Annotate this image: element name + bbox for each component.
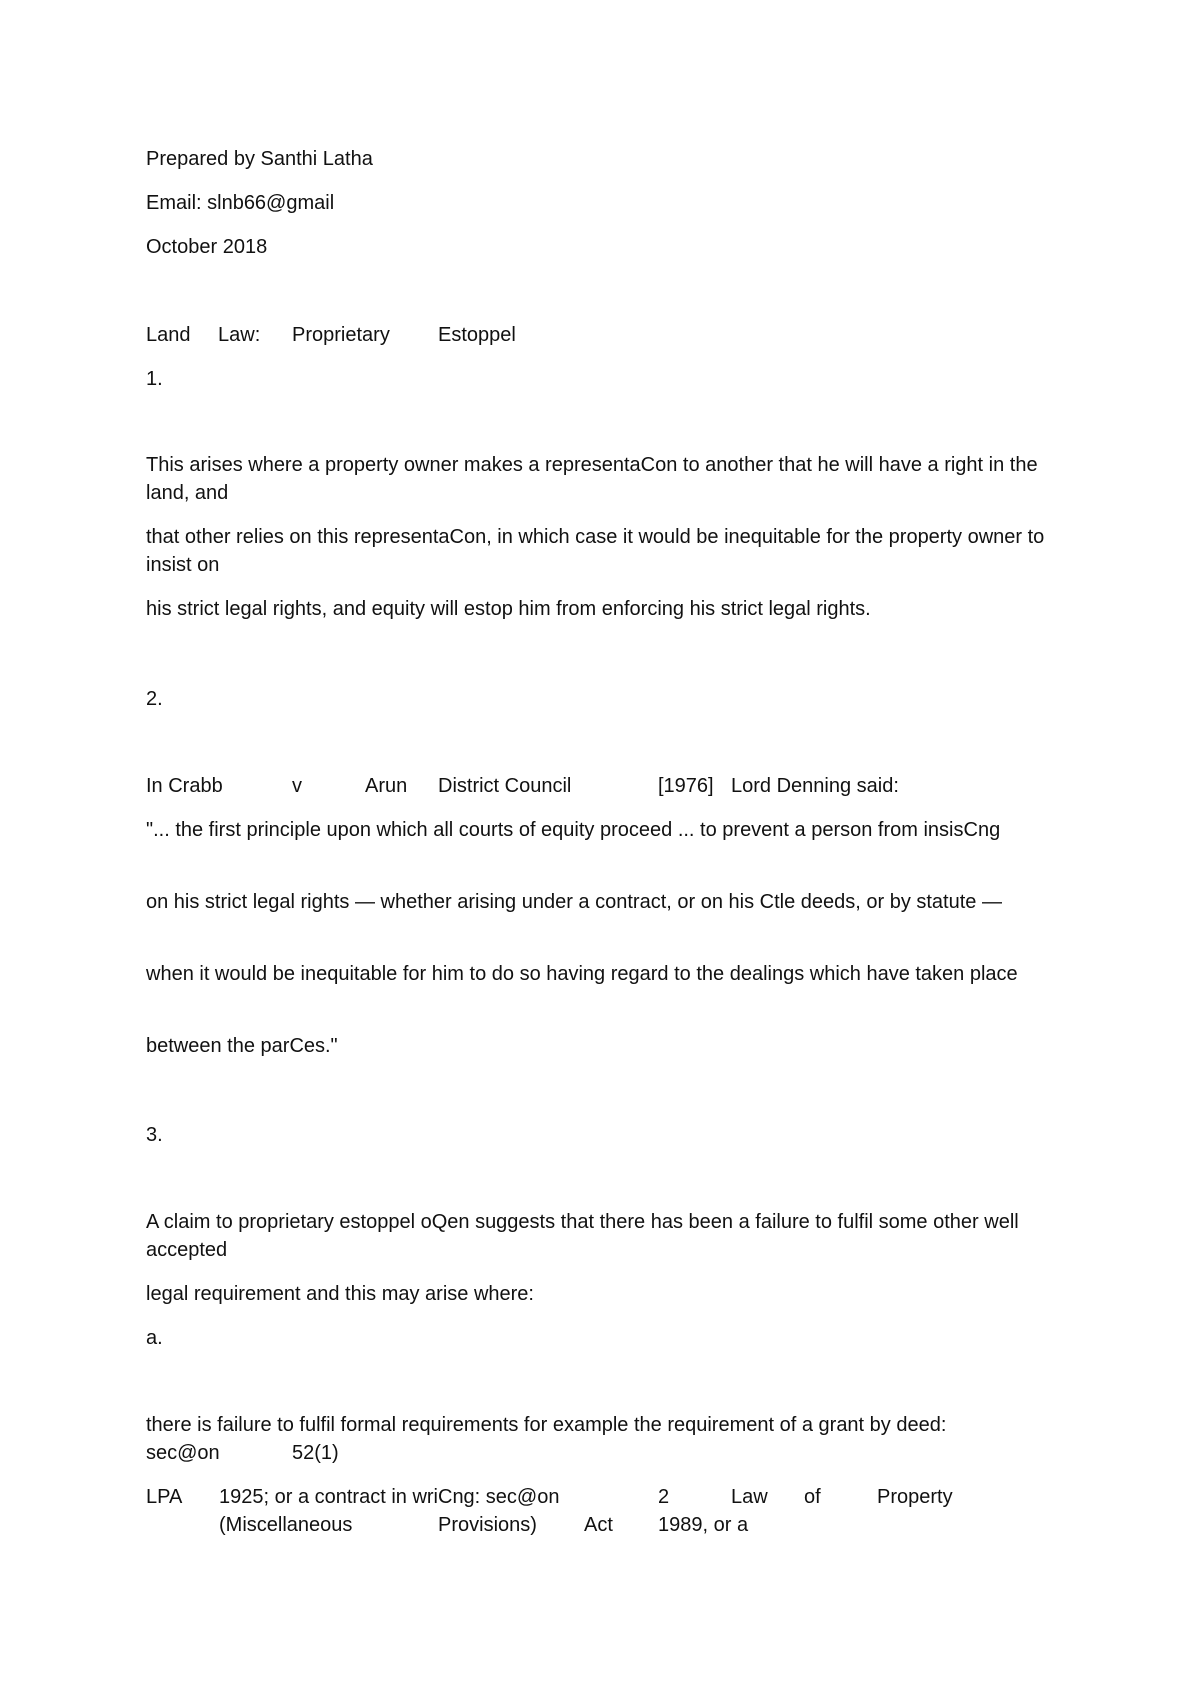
text-part: Law: [731, 1486, 768, 1508]
prepared-by: Prepared by Santhi Latha: [146, 148, 373, 170]
text-part: Provisions): [438, 1514, 537, 1536]
text-part: Property: [877, 1486, 953, 1508]
text-part: 1989, or a: [658, 1514, 749, 1536]
case-part: District Council: [438, 775, 572, 797]
sub-item-label: a.: [146, 1327, 163, 1349]
case-part: Arun: [365, 775, 408, 797]
paragraph: legal requirement and this may arise where:: [146, 1283, 534, 1305]
text-part: 2: [658, 1486, 670, 1508]
case-part: Lord Denning said:: [731, 775, 899, 797]
date: October 2018: [146, 236, 268, 258]
title-word: Land: [146, 324, 191, 346]
sub-item-text: there is failure to fulfil formal requirements for example the requirement of a grant by deed:: [146, 1414, 947, 1436]
title-word: Proprietary: [292, 324, 390, 346]
section-number: 1.: [146, 368, 163, 390]
quote-paragraph: between the parCes.": [146, 1035, 338, 1057]
quote-paragraph: on his strict legal rights — whether arising under a contract, or on his Ctle deeds, or by statute —: [146, 891, 1002, 913]
text-part: sec@on: [146, 1442, 220, 1464]
paragraph: his strict legal rights, and equity will estop him from enforcing his strict legal rights.: [146, 598, 871, 620]
text-part: 1925; or a contract in wriCng: sec@on: [219, 1486, 560, 1508]
paragraph: This arises where a property owner makes a representaCon to another that he will have a right in the land, and: [146, 454, 1038, 504]
quote-paragraph: "... the first principle upon which all courts of equity proceed ... to prevent a person from insisCng: [146, 819, 1001, 841]
text-part: of: [804, 1486, 821, 1508]
email: Email: slnb66@gmail: [146, 192, 335, 214]
section-number: 2.: [146, 688, 163, 710]
text-part: (Miscellaneous: [219, 1514, 353, 1536]
case-part: v: [292, 775, 302, 797]
title-word: Law:: [218, 324, 261, 346]
case-part: [1976]: [658, 775, 714, 797]
text-part: 52(1): [292, 1442, 339, 1464]
title-word: Estoppel: [438, 324, 516, 346]
text-part: LPA: [146, 1486, 183, 1508]
quote-paragraph: when it would be inequitable for him to do so having regard to the dealings which have taken place: [146, 963, 1018, 985]
section-number: 3.: [146, 1124, 163, 1146]
case-part: In Crabb: [146, 775, 223, 797]
paragraph: that other relies on this representaCon, in which case it would be inequitable for the property owner to insist on: [146, 526, 1045, 576]
paragraph: A claim to proprietary estoppel oQen suggests that there has been a failure to fulfil some other well accepted: [146, 1211, 1019, 1261]
text-part: Act: [584, 1514, 613, 1536]
